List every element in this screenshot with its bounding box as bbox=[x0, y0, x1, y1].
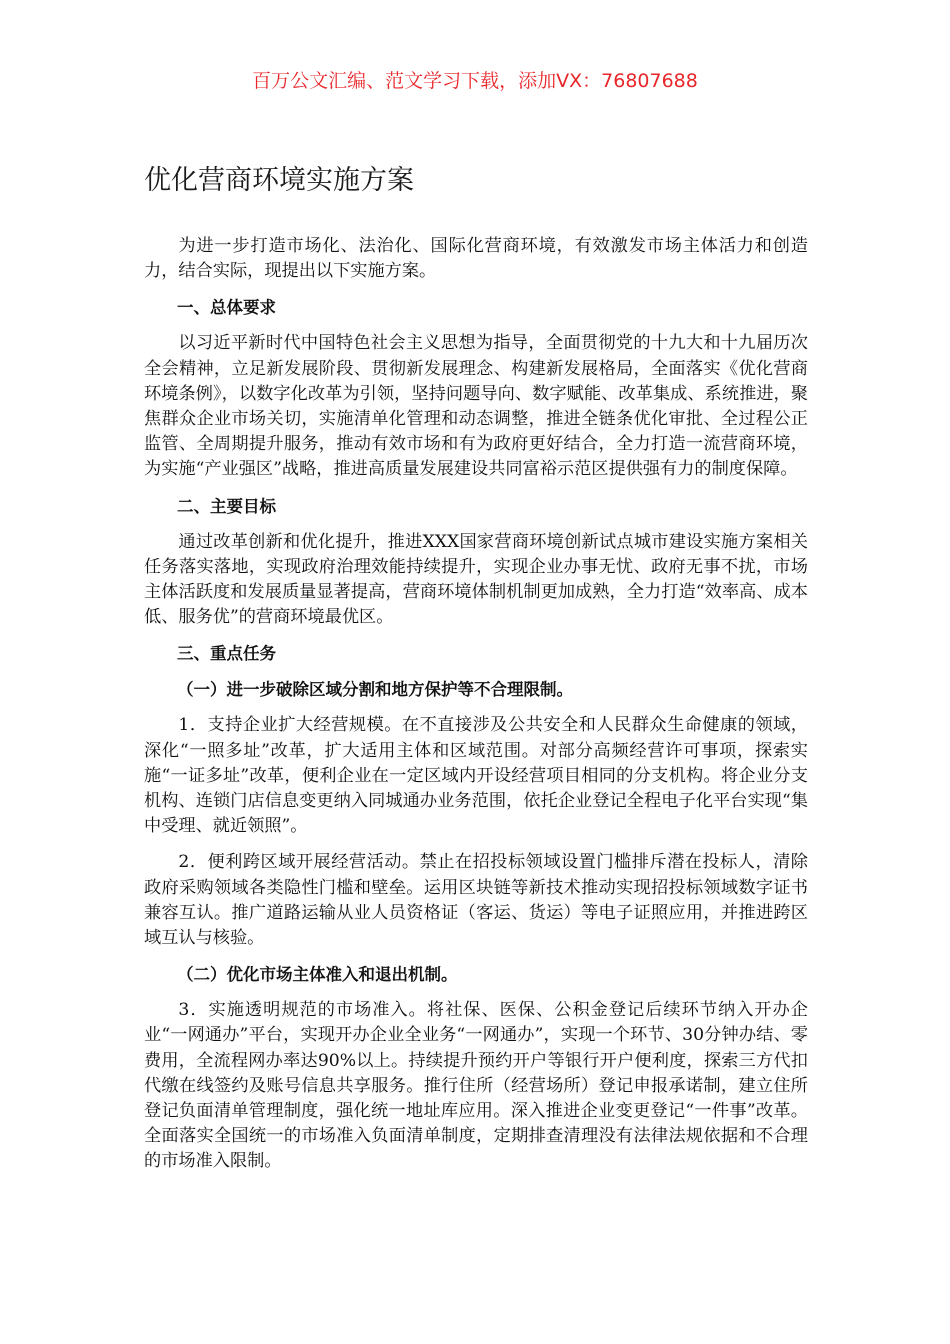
task-item-1: 1．支持企业扩大经营规模。在不直接涉及公共安全和人民群众生命健康的领域，深化“一照多址”改革，扩大适用主体和区域范围。对部分高频经营许可事项，探索实施“一证多址”改革，便利企业在一定区域内开设经营项目相同的分支机构。将企业分支机构、连锁门店信息变更纳入同城通办业务范围，依托企业登记全程电子化平台实现“集中受理、就近领照”。 bbox=[144, 715, 808, 837]
task-item-2: 2．便利跨区域开展经营活动。禁止在招投标领域设置门槛排斥潜在投标人，清除政府采购领域各类隐性门槛和壁垒。运用区块链等新技术推动实现招投标领域数字证书兼容互认。推广道路运输从业人员资格证（客运、货运）等电子证照应用，并推进跨区域互认与核验。 bbox=[144, 852, 808, 949]
section-heading-key-tasks: 三、重点任务 bbox=[177, 644, 276, 664]
promo-banner: 百万公文汇编、范文学习下载，添加VX：76807688 bbox=[252, 70, 698, 92]
intro-paragraph: 为进一步打造市场化、法治化、国际化营商环境，有效激发市场主体活力和创造力，结合实际，现提出以下实施方案。 bbox=[144, 236, 808, 282]
subsection-heading-1: （一）进一步破除区域分割和地方保护等不合理限制。 bbox=[177, 680, 573, 700]
subsection-heading-2: （二）优化市场主体准入和退出机制。 bbox=[177, 965, 458, 985]
section-text-main-goals: 通过改革创新和优化提升，推进XXX国家营商环境创新试点城市建设实施方案相关任务落实落地，实现政府治理效能持续提升，实现企业办事无忧、政府无事不扰，市场主体活跃度和发展质量显著提高，营商环境体制机制更加成熟，全力打造“效率高、成本低、服务优”的营商环境最优区。 bbox=[144, 531, 808, 628]
section-text-general-requirements: 以习近平新时代中国特色社会主义思想为指导，全面贯彻党的十九大和十九届历次全会精神，立足新发展阶段、贯彻新发展理念、构建新发展格局，全面落实《优化营商环境条例》，以数字化改革为引领，坚持问题导向、数字赋能、改革集成、系统推进，聚焦群众企业市场关切，实施清单化管理和动态调整，推进全链条优化审批、全过程公正监管、全周期提升服务，推动有效市场和有为政府更好结合，全力打造一流营商环境，为实施“产业强区”战略，推进高质量发展建设共同富裕示范区提供强有力的制度保障。 bbox=[144, 333, 808, 480]
section-heading-main-goals: 二、主要目标 bbox=[177, 496, 276, 516]
document-title: 优化营商环境实施方案 bbox=[144, 165, 414, 196]
task-item-3: 3．实施透明规范的市场准入。将社保、医保、公积金登记后续环节纳入开办企业“一网通办”平台，实现开办企业全业务“一网通办”，实现一个环节、30分钟办结、零费用，全流程网办率达90%以上。持续提升预约开户等银行开户便利度，探索三方代扣代缴在线签约及账号信息共享服务。推行住所（经营场所）登记申报承诺制，建立住所登记负面清单管理制度，强化统一地址库应用。深入推进企业变更登记“一件事”改革。全面落实全国统一的市场准入负面清单制度，定期排查清理没有法律法规依据和不合理的市场准入限制。 bbox=[144, 1000, 808, 1172]
section-heading-general-requirements: 一、总体要求 bbox=[177, 298, 276, 318]
document-body bbox=[144, 234, 808, 1175]
